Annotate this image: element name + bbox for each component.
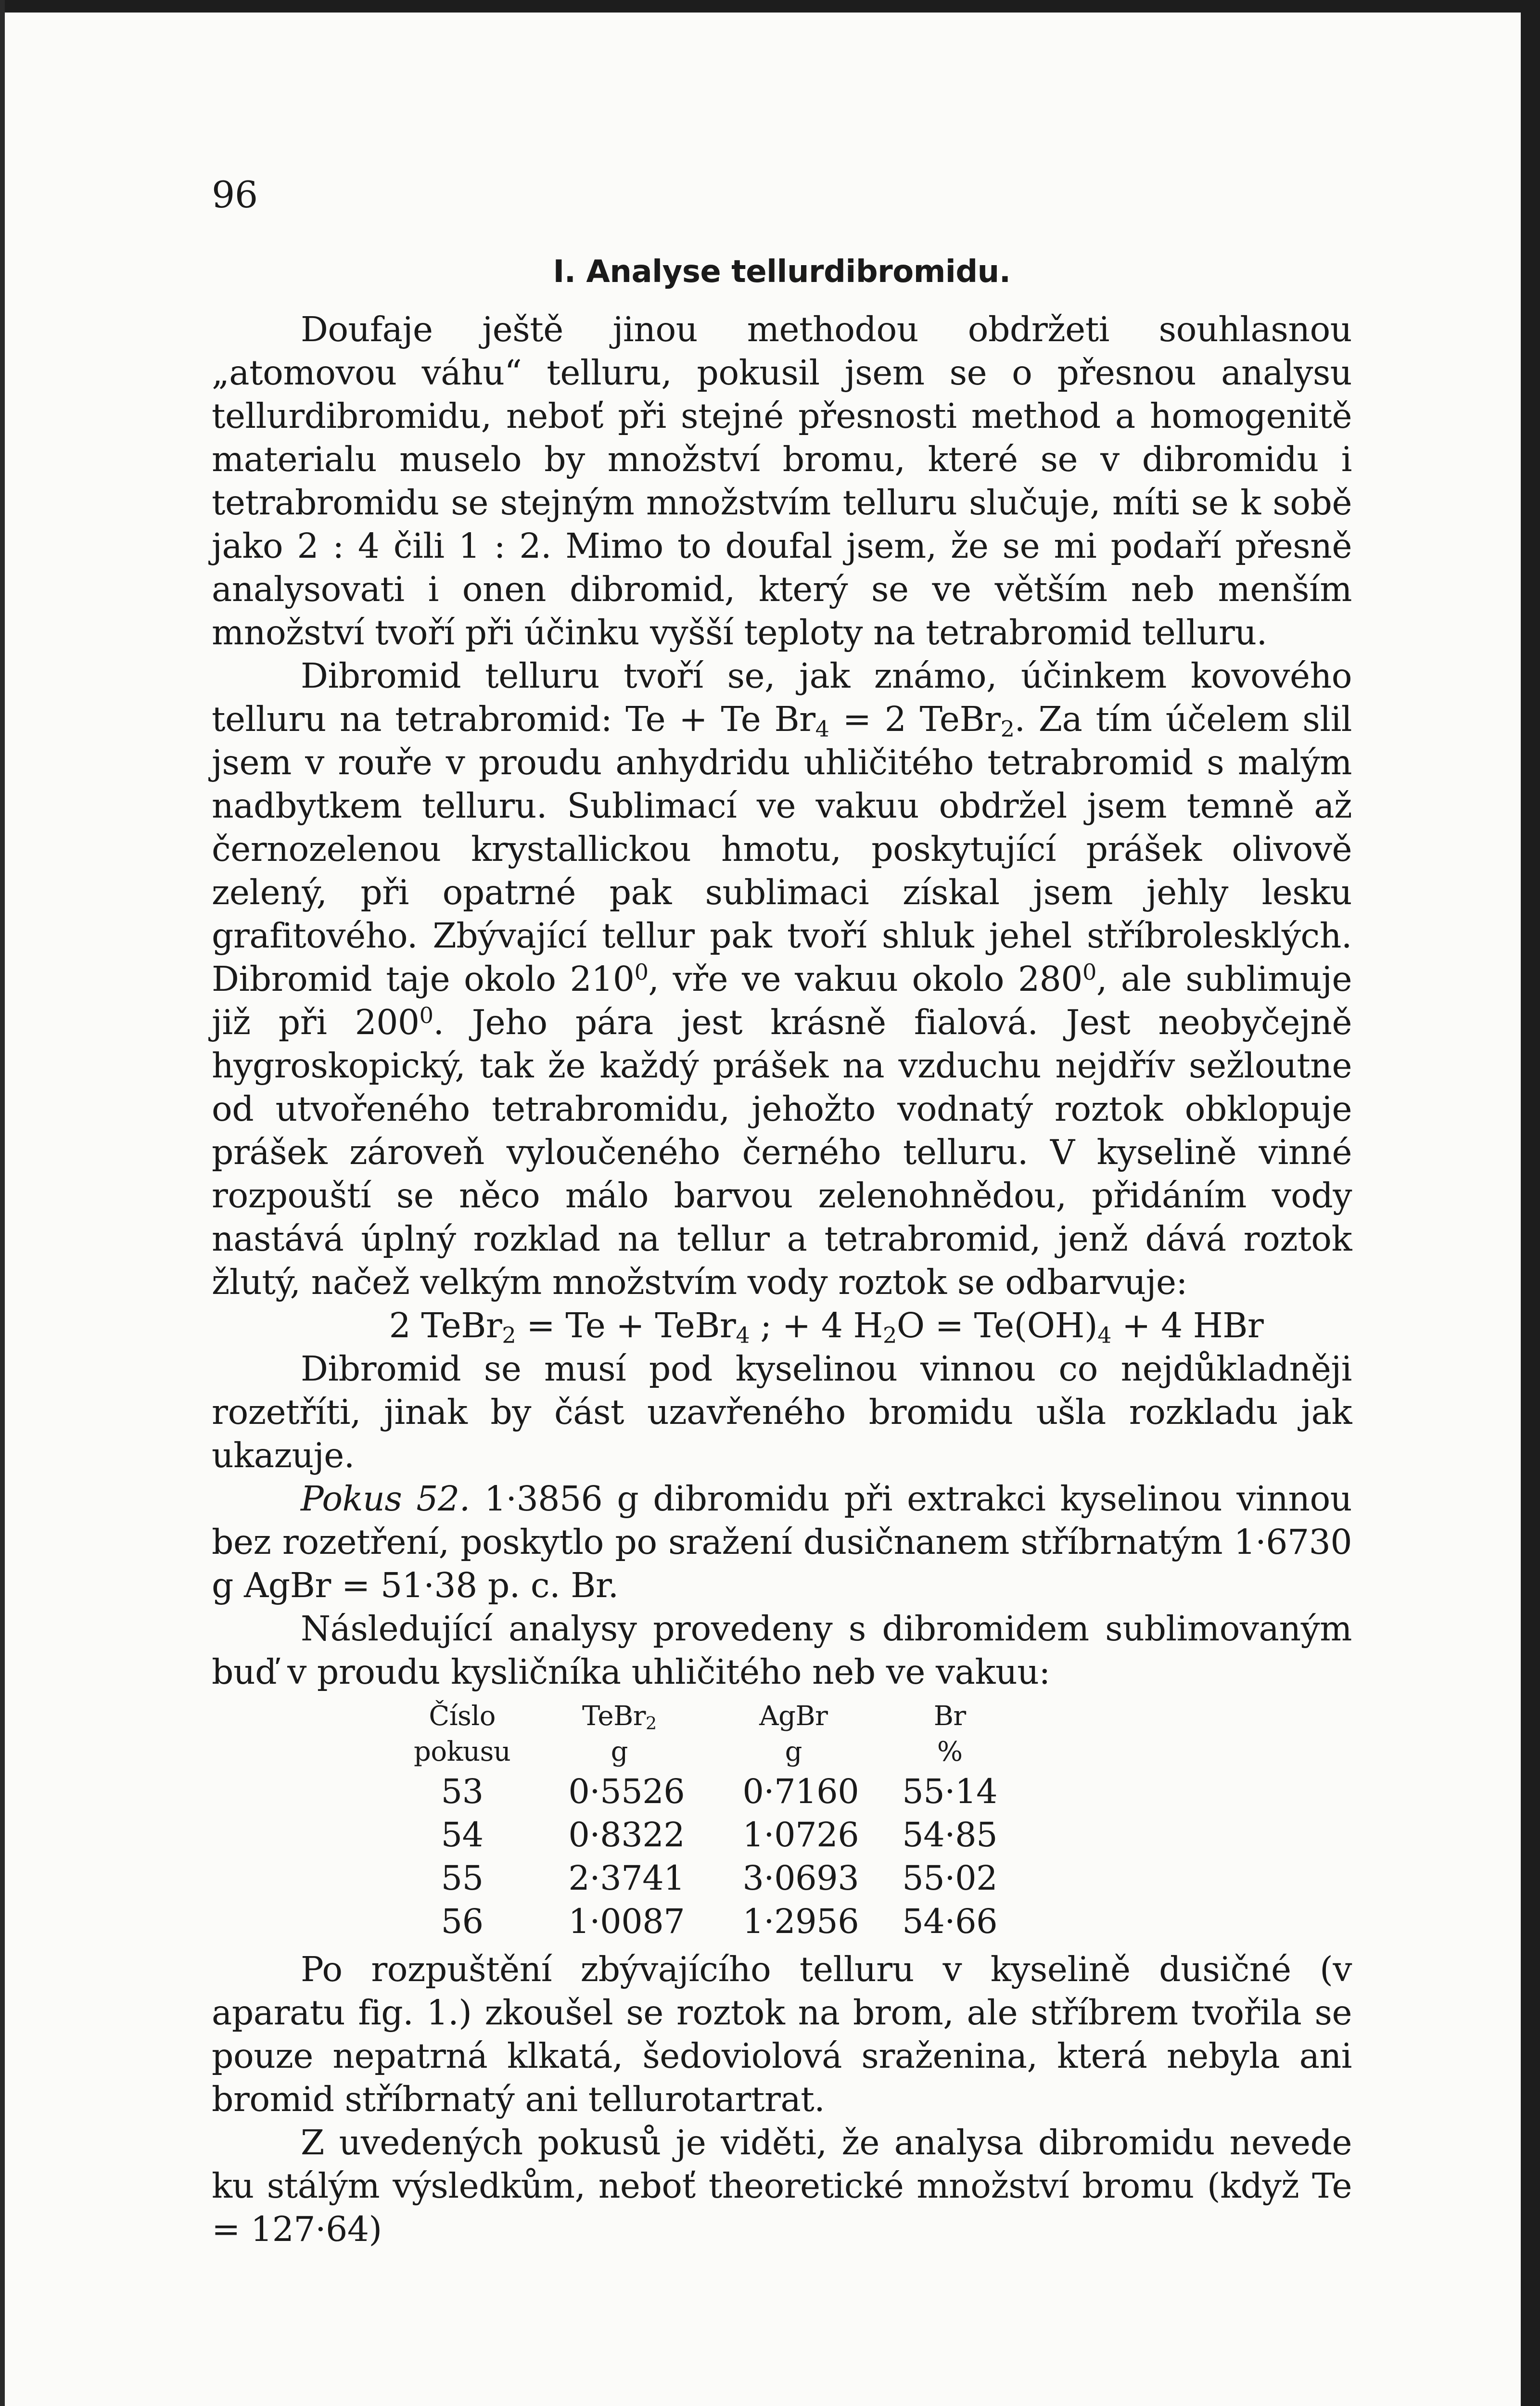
col-header-br: Br: [933, 1701, 966, 1732]
cell-br: 55·02: [902, 1858, 998, 1898]
paragraph-dissolution: Po rozpuštění zbývajícího telluru v kyselině dusičné (v aparatu fig. 1.) zkoušel se roztok na brom, ale stříbrem tvořila se pouze nepatrná klkatá, šedoviolová sraženina, která nebyla ani bromid stříbrnatý ani tellurotartrat.: [212, 1949, 1352, 2119]
analysis-table: [414, 1699, 1041, 1943]
table-row: [414, 1813, 1041, 1856]
paragraph-experiment-52: Pokus 52. 1·3856 g dibromidu při extrakci kyselinou vinnou bez rozetření, poskytlo po sražení dusičnanem stříbrnatým 1·6730 g AgBr = 51·38 p. c. Br.: [212, 1479, 1352, 1605]
cell-agbr: 1·2956: [742, 1902, 859, 1941]
section-title: I. Analyse tellurdibromidu.: [553, 254, 1011, 290]
scan-border-top: [0, 0, 1540, 13]
page: [212, 173, 1352, 2251]
cell-tebr2: 0·8322: [568, 1815, 685, 1855]
page-number: 96: [212, 173, 258, 216]
paragraph-grinding: Dibromid se musí pod kyselinou vinnou co nejdůkladněji rozetříti, jinak by část uzavřeného bromidu ušla rozkladu jak ukazuje.: [212, 1349, 1352, 1475]
cell-br: 54·85: [902, 1815, 998, 1855]
cell-br: 55·14: [902, 1772, 998, 1811]
table-row: [414, 1900, 1041, 1943]
col-unit-agbr: g: [785, 1736, 802, 1767]
col-unit-number: pokusu: [414, 1736, 511, 1767]
cell-tebr2: 0·5526: [568, 1772, 685, 1811]
table-row: [414, 1770, 1041, 1813]
paragraph-following-analyses: Následující analysy provedeny s dibromidem sublimovaným buď v proudu kysličníka uhličitého neb ve vakuu:: [212, 1609, 1352, 1692]
paragraph-intro: Doufaje ještě jinou methodou obdržeti souhlasnou „atomovou váhu“ telluru, pokusil jsem se o přesnou analysu tellurdibromidu, neboť při stejné přesnosti method a homogenitě materialu muselo by množství bromu, které se v dibromidu i tetrabromidu se stejným množstvím telluru slučuje, míti se k sobě jako 2 : 4 čili 1 : 2. Mimo to doufal jsem, že se mi podaří přesně analysovati i onen dibromid, který se ve větším neb menším množství tvoří při účinku vyšší teploty na tetrabromid telluru.: [212, 309, 1352, 653]
paragraph-conclusion: Z uvedených pokusů je viděti, že analysa dibromidu nevede ku stálým výsledkům, neboť theoretické množství bromu (když Te = 127·64): [212, 2123, 1352, 2249]
cell-agbr: 1·0726: [742, 1815, 859, 1855]
col-header-tebr2: TeBr$_2$: [582, 1701, 657, 1734]
cell-number: 55: [441, 1858, 484, 1898]
paragraph-dibromid-preparation: Dibromid telluru tvoří se, jak známo, účinkem kovového telluru na tetrabromid: Te + Te $Br_4 = 2$ TeBr$_2$. Za tím účelem slil jsem v rouře v proudu anhydridu uhličitého tetrabromid s malým nadbytkem telluru. Sublimací ve vakuu obdržel jsem temně až černozelenou krystallickou hmotu, poskytující prášek olivově zelený, při opatrné pak sublimaci získal jsem jehly lesku grafitového. Zbývající tellur pak tvoří shluk jehel stříbrolesklých. Dibromid taje okolo $210^0$, vře ve vakuu okolo $280^0$, ale sublimuje již při $200^0$. Jeho pára jest krásně fialová. Jest neobyčejně hygroskopický, tak že každý prášek na vzduchu nejdřív sežloutne od utvořeného tetrabromidu, jehožto vodnatý roztok obklopuje prášek zároveň vyloučeného černého telluru. V kyselině vinné rozpouští se něco málo barvou zelenohnědou, přidáním vody nastává úplný rozklad na tellur a tetrabromid, jenž dává roztok žlutý, načež velkým množstvím vody roztok se odbarvuje:: [212, 656, 1352, 1302]
cell-tebr2: 2·3741: [568, 1858, 685, 1898]
cell-number: 56: [441, 1902, 484, 1941]
cell-agbr: 0·7160: [742, 1772, 859, 1811]
col-unit-br: %: [937, 1736, 963, 1767]
table-header-row: [414, 1699, 1041, 1734]
table-row: [414, 1856, 1041, 1900]
cell-number: 53: [441, 1772, 484, 1811]
cell-tebr2: 1·0087: [568, 1902, 685, 1941]
col-header-number: Číslo: [429, 1701, 496, 1732]
col-unit-tebr2: g: [611, 1736, 628, 1767]
table-units-row: [414, 1734, 1041, 1770]
cell-br: 54·66: [902, 1902, 998, 1941]
reaction-equation: 2 TeBr$_2$ = Te + TeBr$_4$ ; + 4 $H_2O = Te(OH)_4 + 4$ HBr: [389, 1305, 1264, 1348]
scan-border-left: [0, 0, 5, 2406]
scan-border-right: [1521, 0, 1540, 2406]
cell-number: 54: [441, 1815, 484, 1855]
col-header-agbr: AgBr: [759, 1701, 828, 1732]
cell-agbr: 3·0693: [742, 1858, 859, 1898]
